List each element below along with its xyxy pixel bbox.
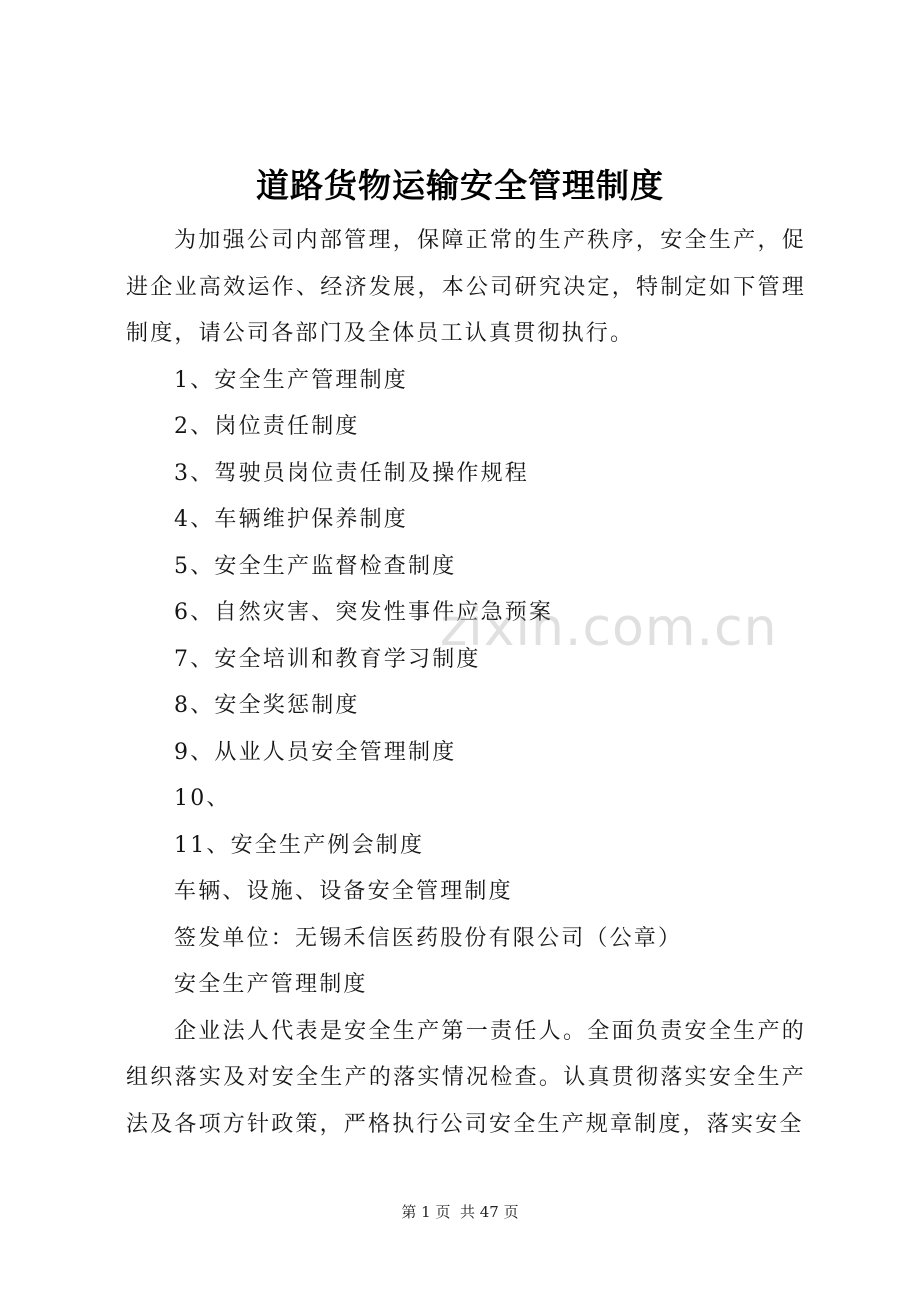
list-item: 2、岗位责任制度 bbox=[174, 414, 360, 439]
list-item: 7、安全培训和教育学习制度 bbox=[174, 646, 481, 672]
list-item: 4、车辆维护保养制度 bbox=[174, 507, 408, 532]
intro-paragraph: 为加强公司内部管理，保障正常的生产秩序，安全生产，促进企业高效运作、经济发展，本公司研究决定，特制定如下管理制度，请公司各部门及全体员工认真贯彻执行。 bbox=[126, 228, 806, 346]
page-footer bbox=[0, 1201, 920, 1222]
section-heading: 安全生产管理制度 bbox=[174, 972, 368, 997]
list-item: 1、安全生产管理制度 bbox=[174, 367, 408, 393]
issuer-line: 签发单位：无锡禾信医药股份有限公司（公章） bbox=[174, 925, 683, 951]
list-item: 车辆、设施、设备安全管理制度 bbox=[174, 879, 513, 904]
document-title: 道路货物运输安全管理制度 bbox=[256, 166, 664, 205]
document-body bbox=[126, 218, 806, 1148]
list-item: 3、驾驶员岗位责任制及操作规程 bbox=[174, 460, 529, 486]
list-item: 9、从业人员安全管理制度 bbox=[174, 739, 457, 765]
list-item: 11、安全生产例会制度 bbox=[174, 832, 425, 858]
list-item: 10、 bbox=[174, 786, 231, 811]
list-item: 8、安全奖惩制度 bbox=[174, 693, 360, 718]
list-item: 5、安全生产监督检查制度 bbox=[174, 553, 457, 579]
closing-paragraph: 企业法人代表是安全生产第一责任人。全面负责安全生产的组织落实及对安全生产的落实情况检查。认真贯彻落实安全生产法及各项方针政策，严格执行公司安全生产规章制度，落实安全 bbox=[126, 1018, 806, 1137]
list-item: 6、自然灾害、突发性事件应急预案 bbox=[174, 600, 554, 625]
watermark: zixin.com.cn bbox=[440, 598, 778, 658]
page-number: 第 1 页 共 47 页 bbox=[401, 1203, 519, 1221]
